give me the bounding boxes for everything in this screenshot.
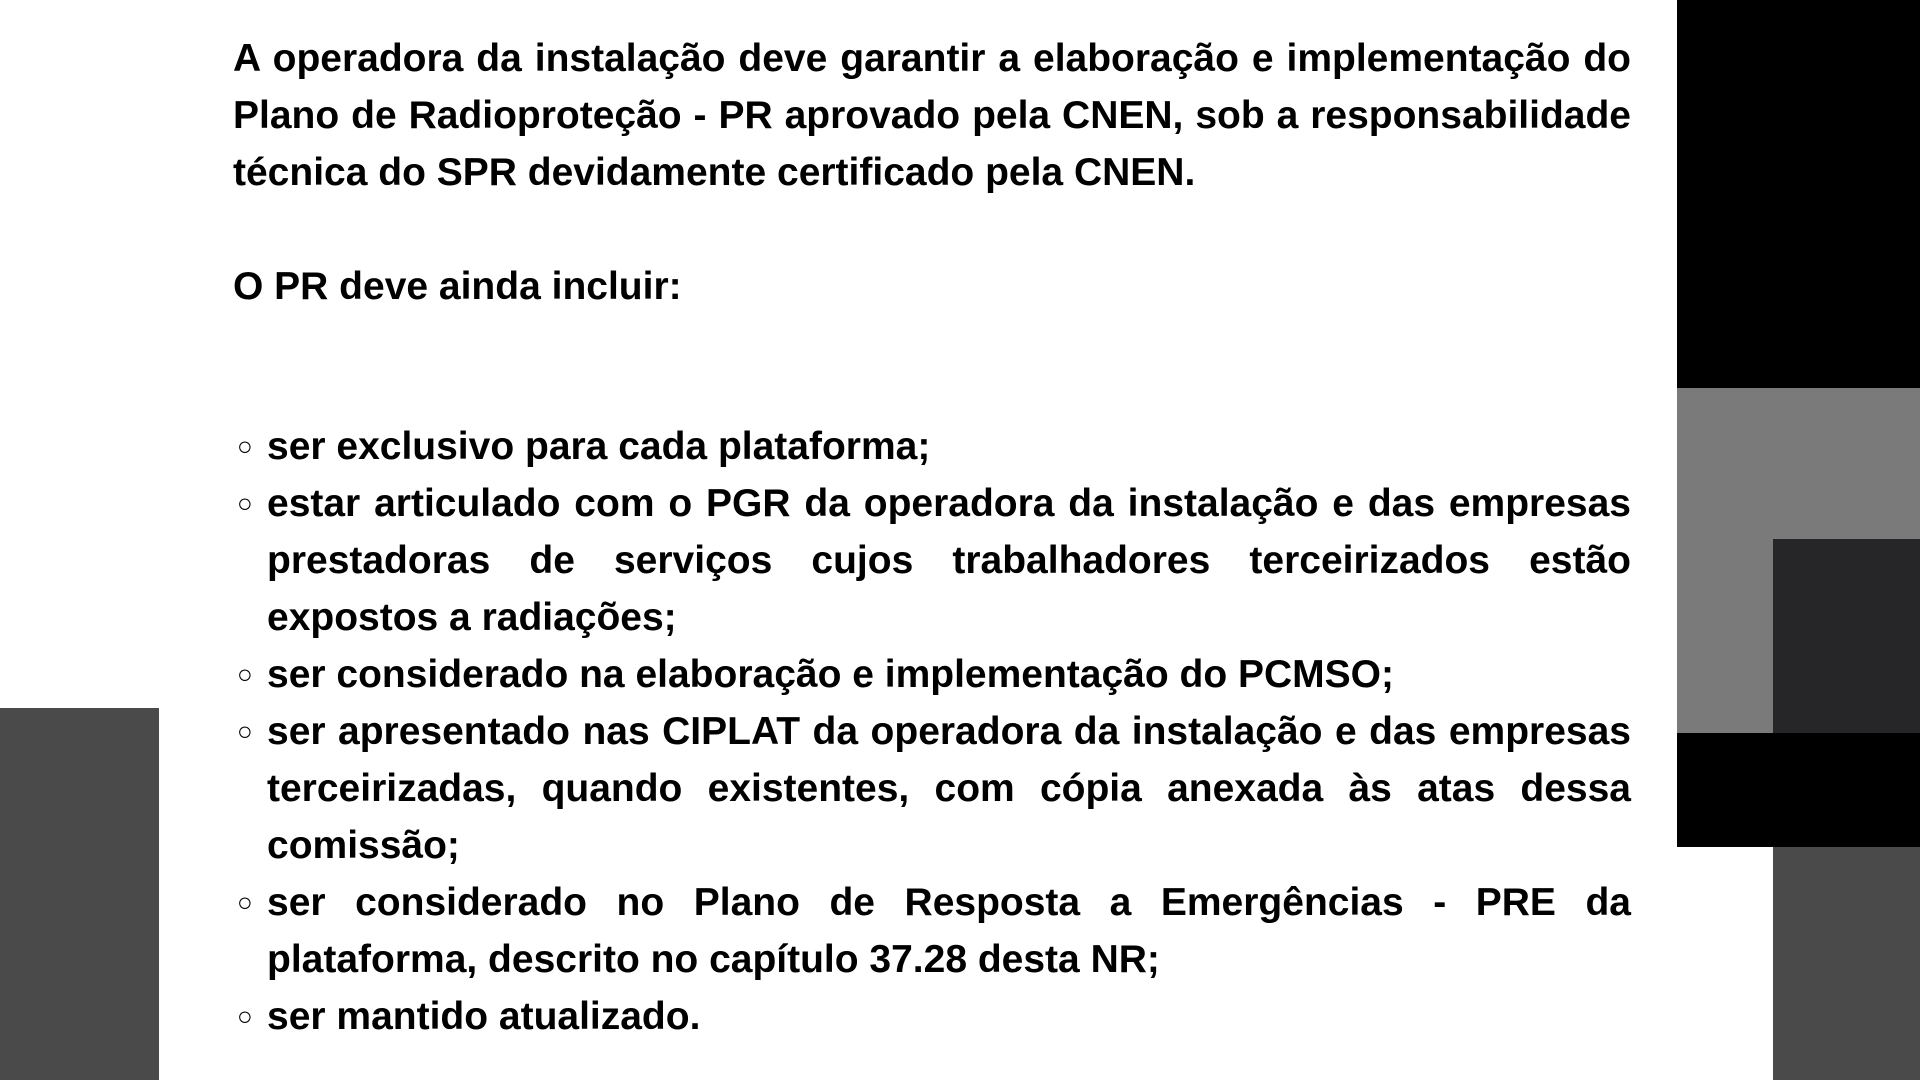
- list-item-text: ser mantido atualizado.: [267, 995, 701, 1038]
- list-item-text: estar articulado com o PGR da operadora da instalação e das empresas prestadoras de serviços cujos trabalhadores terceirizados estão expostos a radiações;: [267, 482, 1631, 639]
- decorative-block-right-band: [1677, 733, 1920, 847]
- list-item: [233, 988, 1631, 1045]
- list-item: [233, 646, 1631, 703]
- list-item-text: ser apresentado nas CIPLAT da operadora da instalação e das empresas terceirizadas, quando existentes, com cópia anexada às atas dessa comissão;: [267, 710, 1631, 867]
- requirements-list: [233, 418, 1631, 1045]
- list-item-text: ser considerado no Plano de Resposta a Emergências - PRE da plataforma, descrito no capítulo 37.28 desta NR;: [267, 881, 1631, 981]
- hollow-circle-bullet-icon: ○: [237, 887, 253, 917]
- hollow-circle-bullet-icon: ○: [237, 659, 253, 689]
- list-item-text: ser exclusivo para cada plataforma;: [267, 425, 931, 468]
- decorative-block-right-bottom: [1773, 847, 1920, 1080]
- decorative-block-left: [0, 708, 159, 1080]
- decorative-block-right-dark: [1773, 539, 1920, 733]
- list-item: [233, 703, 1631, 874]
- slide-content: [233, 30, 1631, 1045]
- hollow-circle-bullet-icon: ○: [237, 716, 253, 746]
- list-item: [233, 475, 1631, 646]
- list-item: [233, 874, 1631, 988]
- hollow-circle-bullet-icon: ○: [237, 1001, 253, 1031]
- hollow-circle-bullet-icon: ○: [237, 488, 253, 518]
- intro-paragraph: A operadora da instalação deve garantir a elaboração e implementação do Plano de Radioproteção - PR aprovado pela CNEN, sob a responsabilidade técnica do SPR devidamente certificado pela CNEN.: [233, 37, 1631, 194]
- decorative-block-right-top: [1677, 0, 1920, 388]
- hollow-circle-bullet-icon: ○: [237, 431, 253, 461]
- list-item-text: ser considerado na elaboração e implementação do PCMSO;: [267, 653, 1395, 696]
- list-intro-label: O PR deve ainda incluir:: [233, 265, 682, 308]
- list-item: [233, 418, 1631, 475]
